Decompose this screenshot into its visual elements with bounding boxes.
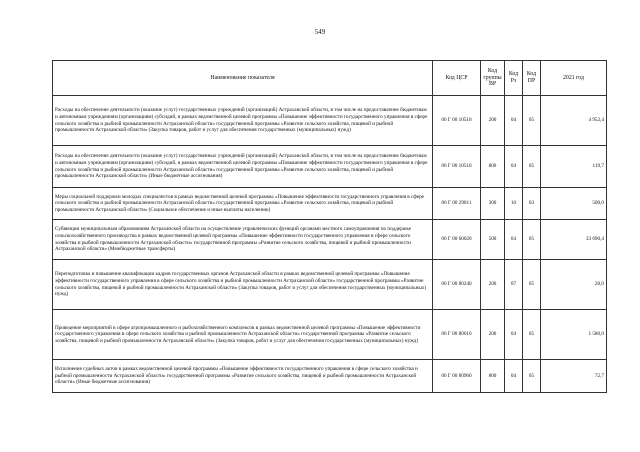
row-pr-code: 05 bbox=[523, 360, 541, 393]
row-vr-code: 300 bbox=[481, 188, 505, 220]
header-vr-code: Код группы ВР bbox=[481, 61, 505, 96]
header-indicator-name: Наименование показателя bbox=[53, 61, 433, 96]
row-amount: 119,7 bbox=[541, 146, 607, 188]
row-vr-code: 200 bbox=[481, 310, 505, 360]
budget-table bbox=[52, 60, 607, 393]
row-description: Переподготовка и повышение квалификации кадров государственных органов Астраханской области в рамках ведомственной целевой программы «Повышение эффективности государственного управления в сфере сельского хозяйства и рыбной промышленности Астраханской области» государственной программы «Развитие сельского хозяйства, пищевой и рыбной промышленности Астраханской области» (Закупка товаров, работ и услуг для обеспечения государственных (муниципальных) нужд) bbox=[53, 260, 433, 310]
header-pr-code: Код ПР bbox=[523, 61, 541, 96]
row-amount: 20,0 bbox=[541, 260, 607, 310]
row-csr-code: 06 Г 00 29011 bbox=[433, 188, 481, 220]
row-pr-code: 05 bbox=[523, 260, 541, 310]
table-row bbox=[53, 220, 607, 260]
row-csr-code: 06 Г 00 80240 bbox=[433, 260, 481, 310]
row-amount: 72,7 bbox=[541, 360, 607, 393]
row-description: Расходы на обеспечение деятельности (оказание услуг) государственных учреждений (организаций) Астраханской области, в том числе на предоставление бюджетным и автономным учреждениям (организациям) субсидий, в рамках ведомственной целевой программы «Повышение эффективности государственного управления в сфере сельского хозяйства и рыбной промышленности Астраханской области» государственной программы «Развитие сельского хозяйства, пищевой и рыбной промышленности Астраханской области» (Закупка товаров, работ и услуг для обеспечения государственных (муниципальных) нужд) bbox=[53, 96, 433, 146]
row-rz-code: 04 bbox=[505, 146, 523, 188]
page-number: 549 bbox=[314, 28, 326, 36]
row-vr-code: 500 bbox=[481, 220, 505, 260]
row-vr-code: 200 bbox=[481, 260, 505, 310]
row-description: Меры социальной поддержки молодых специалистов в рамках ведомственной целевой программы «Повышение эффективности государственного управления в сфере сельского хозяйства и рыбной промышленности Астраханской области» государственной программы «Развитие сельского хозяйства, пищевой и рыбной промышленности Астраханской области» (Социальное обеспечение и иные выплаты населению) bbox=[53, 188, 433, 220]
table-header-row bbox=[53, 61, 607, 96]
row-description: Субвенции муниципальным образованиям Астраханской области на осуществление управленческих функций органами местного самоуправления по поддержке сельскохозяйственного производства в рамках ведомственной целевой программы «Повышение эффективности государственного управления в сфере сельского хозяйства и рыбной промышленности Астраханской области» государственной программы «Развитие сельского хозяйства, пищевой и рыбной промышленности Астраханской области» (Межбюджетные трансферты) bbox=[53, 220, 433, 260]
header-year-2021: 2021 год bbox=[541, 61, 607, 96]
table-row bbox=[53, 96, 607, 146]
table-row bbox=[53, 146, 607, 188]
row-amount: 500,0 bbox=[541, 188, 607, 220]
row-description: Расходы на обеспечение деятельности (оказание услуг) государственных учреждений (организаций) Астраханской области, в том числе на предоставление бюджетным и автономным учреждениям (организациям) субсидий, в рамках ведомственной целевой программы «Повышение эффективности государственного управления в сфере сельского хозяйства и рыбной промышленности Астраханской области» государственной программы «Развитие сельского хозяйства, пищевой и рыбной промышленности Астраханской области» (Иные бюджетные ассигнования) bbox=[53, 146, 433, 188]
row-pr-code: 05 bbox=[523, 146, 541, 188]
table-row bbox=[53, 360, 607, 393]
row-rz-code: 10 bbox=[505, 188, 523, 220]
table-row bbox=[53, 188, 607, 220]
row-csr-code: 06 Г 00 10510 bbox=[433, 96, 481, 146]
header-csr-code: Код ЦСР bbox=[433, 61, 481, 96]
row-amount: 1 580,0 bbox=[541, 310, 607, 360]
header-rz-code: Код Рз bbox=[505, 61, 523, 96]
row-csr-code: 06 Г 00 10510 bbox=[433, 146, 481, 188]
row-rz-code: 04 bbox=[505, 96, 523, 146]
row-csr-code: 06 Г 00 80960 bbox=[433, 360, 481, 393]
table-row bbox=[53, 310, 607, 360]
row-description: Проведение мероприятий в сфере агропромышленного и рыбохозяйственного комплексов в рамках ведомственной целевой программы «Повышение эффективности государственного управления в сфере сельского хозяйства и рыбной промышленности Астраханской области» государственной программы «Развитие сельского хозяйства, пищевой и рыбной промышленности Астраханской области» (Закупка товаров, работ и услуг для обеспечения государственных (муниципальных) нужд) bbox=[53, 310, 433, 360]
table-row bbox=[53, 260, 607, 310]
row-vr-code: 200 bbox=[481, 96, 505, 146]
row-csr-code: 06 Г 00 80610 bbox=[433, 310, 481, 360]
row-pr-code: 03 bbox=[523, 188, 541, 220]
row-pr-code: 05 bbox=[523, 310, 541, 360]
row-rz-code: 04 bbox=[505, 310, 523, 360]
row-amount: 33 690,4 bbox=[541, 220, 607, 260]
row-csr-code: 06 Г 00 60020 bbox=[433, 220, 481, 260]
row-pr-code: 05 bbox=[523, 96, 541, 146]
row-rz-code: 04 bbox=[505, 360, 523, 393]
row-amount: 4 952,4 bbox=[541, 96, 607, 146]
row-rz-code: 04 bbox=[505, 220, 523, 260]
row-rz-code: 07 bbox=[505, 260, 523, 310]
row-vr-code: 800 bbox=[481, 360, 505, 393]
row-description: Исполнение судебных актов в рамках ведомственной целевой программы «Повышение эффективности государственного управления в сфере сельского хозяйства и рыбной промышленности Астраханской области» государственной программы «Развитие сельского хозяйства, пищевой и рыбной промышленности Астраханской области» (Иные бюджетные ассигнования) bbox=[53, 360, 433, 393]
row-vr-code: 800 bbox=[481, 146, 505, 188]
row-pr-code: 05 bbox=[523, 220, 541, 260]
